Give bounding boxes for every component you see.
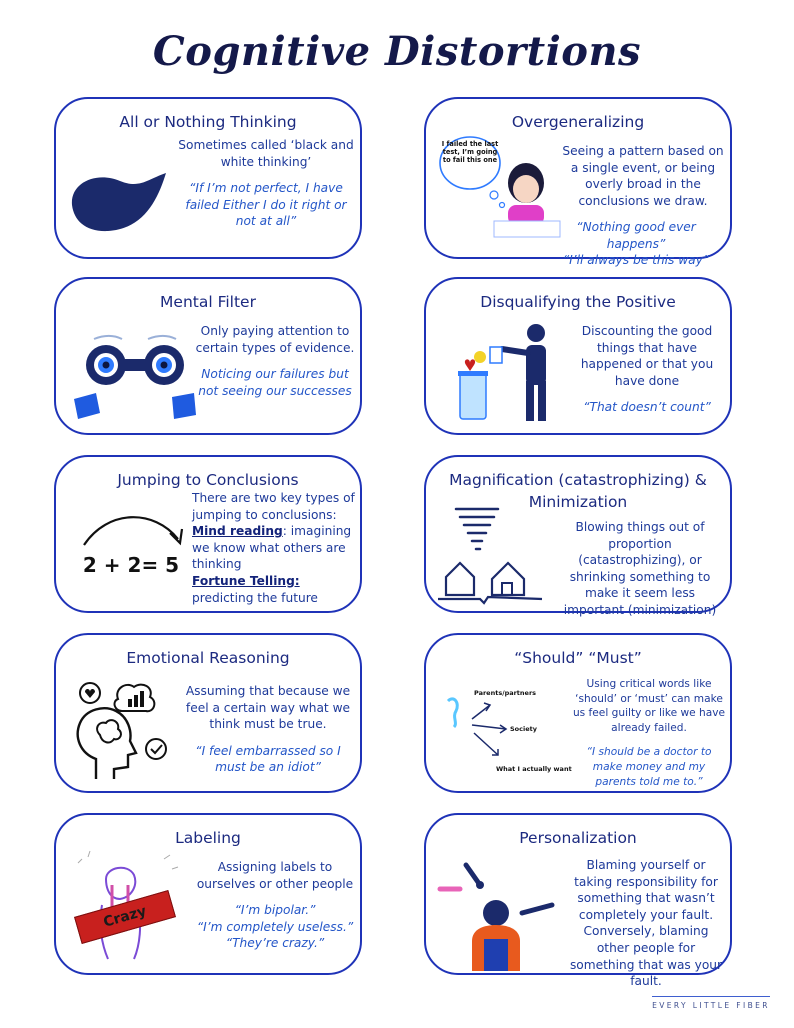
card-title: Jumping to Conclusions (117, 471, 299, 489)
card-description: Blaming yourself or taking responsibility for something that wasn’t completely your fault. Conversely, blaming other people for something that was your fault. (569, 858, 723, 989)
bubble-text: I failed the last test, I’m going to fail this one (441, 140, 499, 165)
card-quote: “I should be a doctor to make money and my parents told me to.” (586, 746, 712, 788)
card-description: Only paying attention to certain types of evidence. (195, 324, 355, 355)
card-description: Discounting the good things that have happened or that you have done (580, 324, 714, 388)
yin-half-icon (68, 169, 180, 235)
crazy-sign: Crazy (74, 890, 176, 944)
card-quote-3: “They’re crazy.” (225, 936, 325, 951)
page-title: Cognitive Distortions (152, 28, 642, 75)
card-all-or-nothing (54, 97, 362, 259)
card-should-must (424, 633, 732, 793)
branch-label-2: Society (510, 725, 537, 733)
card-title: Overgeneralizing (511, 113, 645, 131)
footer-brand: EVERY LITTLE FIBER (652, 996, 770, 1010)
card-quote: “If I’m not perfect, I have failed Either I do it right or not at all” (185, 181, 347, 229)
card-quote: Noticing our failures but not seeing our successes (198, 367, 352, 398)
card-title: Magnification (catastrophizing) & Minimization (449, 471, 707, 512)
card-quote-2: “I’m completely useless.” (196, 919, 354, 934)
fortune-telling-text: predicting the future (192, 590, 318, 605)
trash-person-icon (440, 319, 570, 427)
card-title: Personalization (519, 829, 637, 847)
mind-reading-label: Mind reading (192, 524, 283, 539)
card-title: Labeling (175, 829, 241, 847)
card-emotional-reasoning (54, 633, 362, 793)
equation: 2 + 2= 5 (82, 553, 180, 577)
head-thoughts-icon (70, 679, 182, 787)
card-jumping-conclusions (54, 455, 362, 613)
fortune-telling-label: Fortune Telling: (192, 573, 300, 588)
card-intro: There are two key types of jumping to conclusions: (192, 491, 355, 522)
card-title: Disqualifying the Positive (480, 293, 676, 311)
card-title: Emotional Reasoning (126, 649, 290, 667)
card-title: Mental Filter (160, 293, 256, 311)
card-description: Assuming that because we feel a certain way what we think must be true. (185, 684, 351, 732)
card-description: Using critical words like ‘should’ or ‘must’ can make us feel guilty or like we have already failed. (572, 678, 726, 734)
card-title: All or Nothing Thinking (119, 113, 297, 131)
card-quote-1: “I’m bipolar.” (234, 903, 316, 918)
arrow-arc-icon (78, 509, 188, 549)
card-labeling (54, 813, 362, 975)
card-quote: “That doesn’t count” (583, 400, 711, 415)
pointing-person-icon (436, 855, 566, 971)
card-description: Blowing things out of proportion (catastrophizing), or shrinking something to make it seem less important (minimization) (563, 520, 717, 617)
card-description: Assigning labels to ourselves or other people (196, 860, 354, 891)
card-title: “Should” “Must” (514, 649, 642, 667)
branch-label-1: Parents/partners (474, 689, 537, 697)
mind-reading-text: : imagining we know what others are thinking (192, 524, 352, 572)
branching-arrows-icon (438, 681, 578, 781)
card-quote-2: “I’ll always be this way” (562, 253, 710, 268)
card-description: Sometimes called ‘black and white thinking’ (178, 138, 354, 169)
card-quote: “I feel embarrassed so I must be an idiot” (195, 743, 341, 775)
tornado-house-icon (436, 503, 546, 607)
card-magnification (424, 455, 732, 617)
card-description: Seeing a pattern based on a single event, or being overly broad in the conclusions we draw. (562, 144, 724, 208)
card-disqualifying-positive (424, 277, 732, 435)
binoculars-icon (68, 333, 208, 425)
card-mental-filter (54, 277, 362, 435)
card-quote-1: “Nothing good ever happens” (576, 220, 696, 251)
card-overgeneralizing (424, 97, 732, 268)
branch-label-3: What I actually want (496, 765, 572, 773)
card-personalization (424, 813, 732, 989)
